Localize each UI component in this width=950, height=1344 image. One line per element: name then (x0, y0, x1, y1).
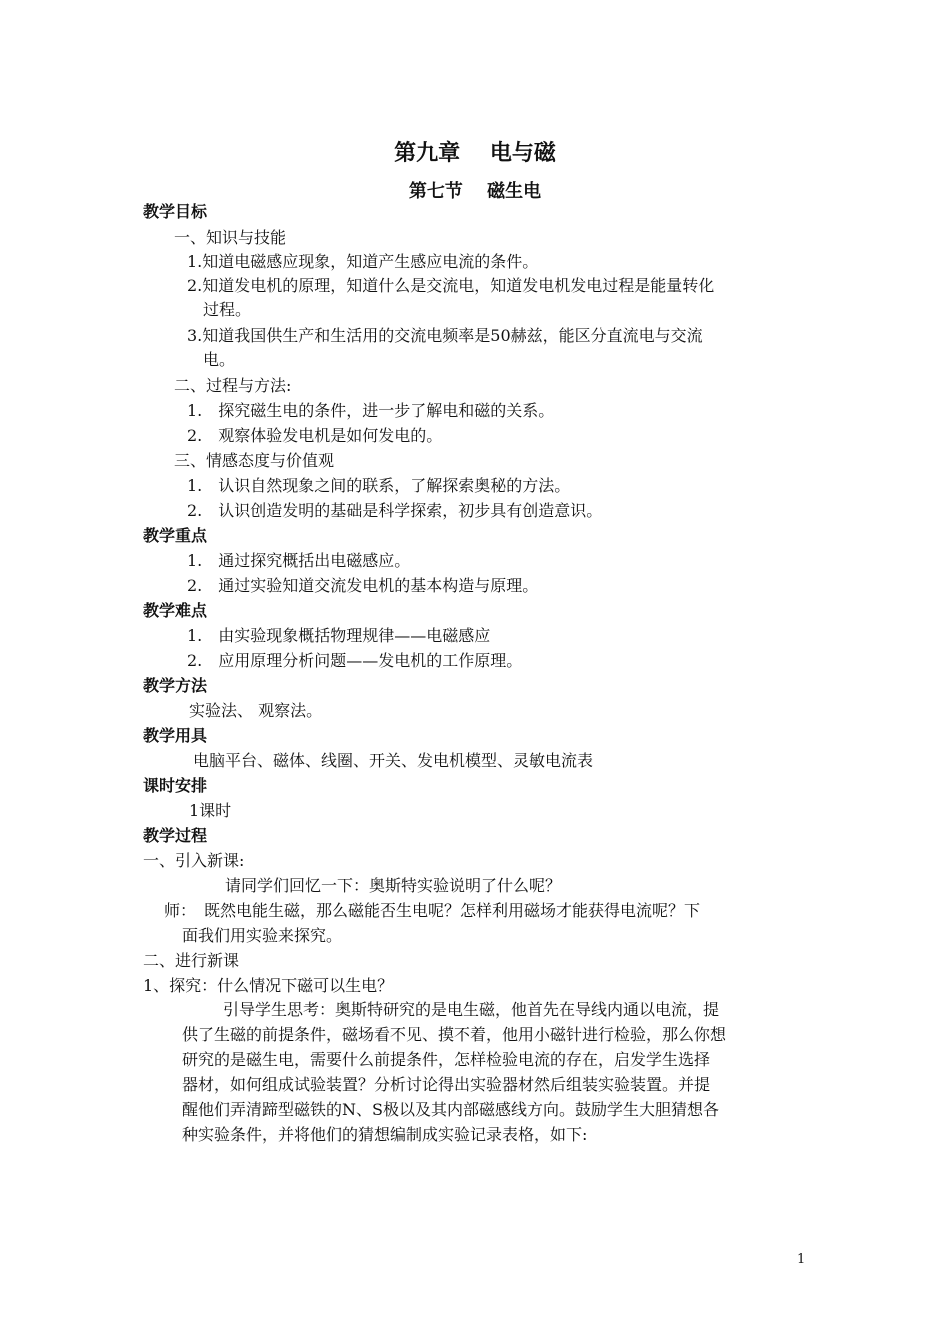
emotion-item-1: 1. 认识自然现象之间的联系，了解探索奥秘的方法。 (187, 476, 571, 495)
paragraph-line: 种实验条件，并将他们的猜想编制成实验记录表格，如下: (182, 1125, 588, 1144)
page-number: 1 (797, 1252, 806, 1267)
knowledge-heading: 一、知识与技能 (174, 228, 287, 247)
new-lesson-heading: 二、进行新课 (143, 951, 240, 970)
difficulty-1: 1. 由实验现象概括物理规律——电磁感应 (187, 626, 491, 645)
paragraph-line: 器材，如何组成试验装置？分析讨论得出实验器材然后组装实验装置。并提 (182, 1075, 711, 1094)
schedule-text: 1课时 (189, 801, 232, 820)
paragraph-line: 醒他们弄清蹄型磁铁的N、S极以及其内部磁感线方向。鼓励学生大胆猜想各 (182, 1100, 719, 1119)
chapter-title: 第九章 电与磁 (394, 140, 556, 166)
knowledge-item-3-line-1: 3.知道我国供生产和生活用的交流电频率是50赫兹，能区分直流电与交流 (187, 326, 703, 345)
paragraph-line: 引导学生思考：奥斯特研究的是电生磁，他首先在导线内通以电流，提 (223, 1000, 720, 1019)
knowledge-item-2-line-1: 2.知道发电机的原理，知道什么是交流电，知道发电机发电过程是能量转化 (187, 276, 715, 295)
teacher-line-2: 面我们用实验来探究。 (182, 926, 343, 945)
knowledge-item-2-line-2: 过程。 (203, 300, 252, 319)
paragraph-line: 研究的是磁生电，需要什么前提条件，怎样检验电流的存在，启发学生选择 (182, 1050, 711, 1069)
explore-heading: 1、探究：什么情况下磁可以生电？ (143, 976, 394, 995)
goals-heading: 教学目标 (143, 202, 208, 221)
emotion-heading: 三、情感态度与价值观 (174, 451, 335, 470)
key-point-2: 2. 通过实验知道交流发电机的基本构造与原理。 (187, 576, 539, 595)
schedule-heading: 课时安排 (143, 776, 208, 795)
key-points-heading: 教学重点 (143, 526, 208, 545)
methods-heading: 教学方法 (143, 676, 208, 695)
knowledge-item-1: 1.知道电磁感应现象，知道产生感应电流的条件。 (187, 252, 539, 271)
intro-question: 请同学们回忆一下：奥斯特实验说明了什么呢？ (225, 876, 562, 895)
difficulties-heading: 教学难点 (143, 601, 208, 620)
difficulty-2: 2. 应用原理分析问题——发电机的工作原理。 (187, 651, 523, 670)
methods-text: 实验法、 观察法。 (189, 701, 323, 720)
teacher-line-1: 师： 既然电能生磁，那么磁能否生电呢？怎样利用磁场才能获得电流呢？下 (164, 901, 701, 920)
process-section-heading: 教学过程 (143, 826, 208, 845)
section-title: 第七节 磁生电 (408, 181, 542, 202)
emotion-item-2: 2. 认识创造发明的基础是科学探索，初步具有创造意识。 (187, 501, 603, 520)
process-item-1: 1. 探究磁生电的条件，进一步了解电和磁的关系。 (187, 401, 555, 420)
process-heading: 二、过程与方法: (174, 376, 292, 395)
knowledge-item-3-line-2: 电。 (203, 350, 236, 369)
process-item-2: 2. 观察体验发电机是如何发电的。 (187, 426, 443, 445)
key-point-1: 1. 通过探究概括出电磁感应。 (187, 551, 411, 570)
paragraph-line: 供了生磁的前提条件，磁场看不见、摸不着，他用小磁针进行检验，那么你想 (182, 1025, 727, 1044)
tools-text: 电脑平台、磁体、线圈、开关、发电机模型、灵敏电流表 (193, 751, 594, 770)
intro-heading: 一、引入新课: (143, 851, 245, 870)
tools-heading: 教学用具 (143, 726, 208, 745)
